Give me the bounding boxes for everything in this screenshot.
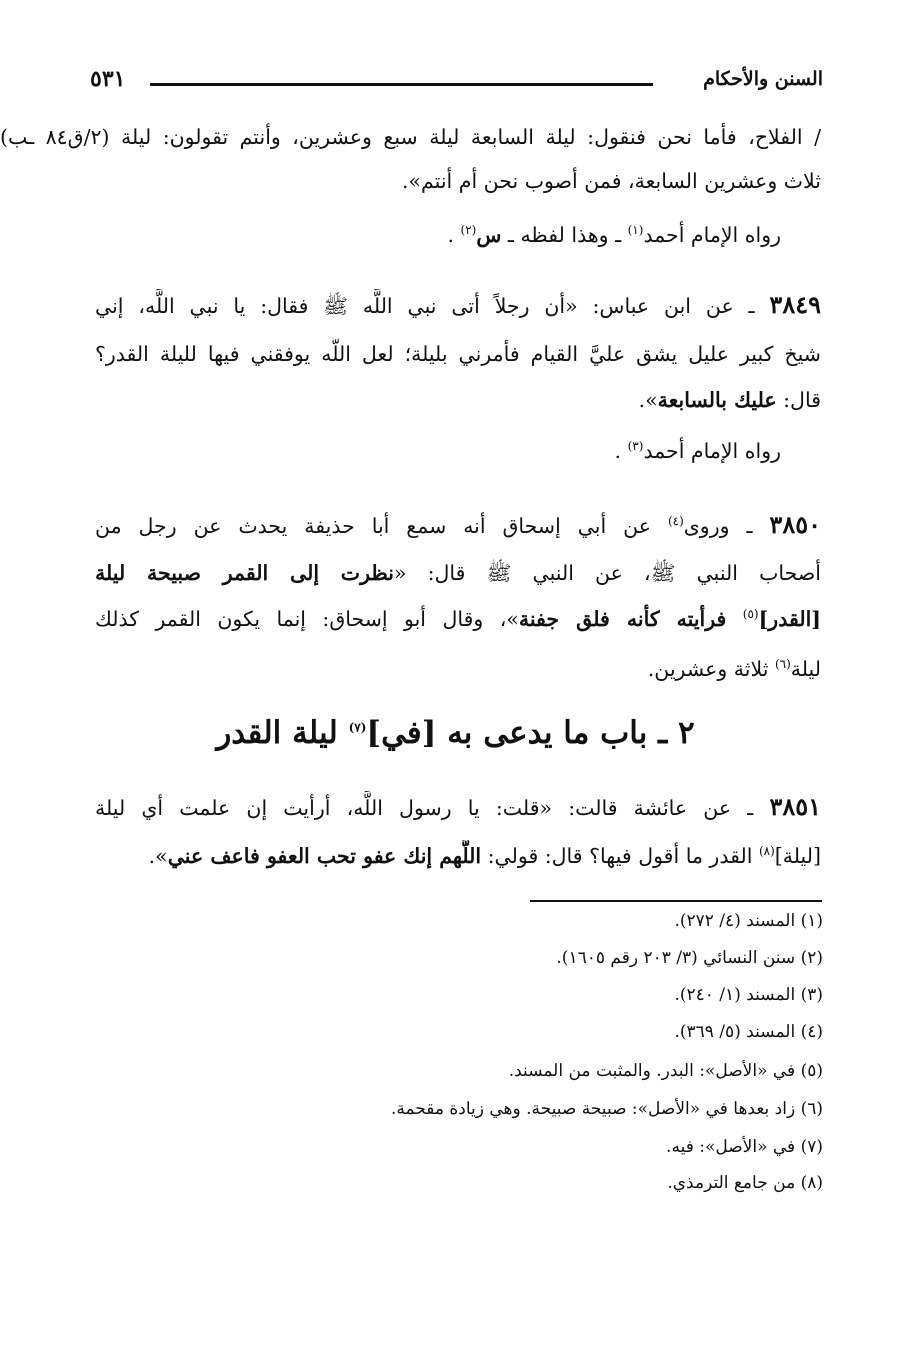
hadith-3850-bracket: [القدر]: [758, 607, 821, 631]
hadith-3850-line-1: [95, 509, 821, 542]
footnote-ref-7: (٧): [348, 720, 367, 735]
footnote-4: (٤) المسند (٥/ ٣٦٩).: [674, 1022, 823, 1042]
hadith-number-3850: ٣٨٥٠: [769, 510, 821, 539]
footnote-ref-4: (٤): [667, 514, 684, 529]
footnote-2: (٢) سنن النسائي (٣/ ٢٠٣ رقم ١٦٠٥).: [556, 948, 823, 968]
hadith-3849-line-3: [95, 384, 821, 416]
footnote-3: (٣) المسند (١/ ٢٤٠).: [674, 985, 823, 1005]
continued-line-1: [0, 121, 821, 153]
footnote-1: (١) المسند (٤/ ٢٧٢).: [674, 911, 823, 931]
hadith-3850-saying-2: فرأيته كأنه فلق جفنة: [518, 607, 727, 631]
hadith-3850-line-2: [95, 557, 821, 589]
hadith-3851-text-2b: القدر ما أقول فيها؟ قال: قولي:: [487, 844, 753, 868]
continued-line-2: ثلاث وعشرين السابعة، فمن أصوب نحن أم أنتم».: [401, 169, 821, 193]
footnote-7: (٧) في «الأصل»: فيه.: [666, 1137, 823, 1157]
page-number: ٥٣١: [90, 66, 126, 92]
hadith-3849-saying: عليك بالسابعة: [657, 388, 777, 412]
chapter-title-a: ٢ ـ باب ما يدعى به [في]: [366, 715, 695, 751]
footnote-ref-6: (٦): [774, 657, 791, 672]
hadith-3849-line-2: شيخ كبير عليل يشق عليَّ القيام فأمرني بليلة؛ لعل اللَّه يوفقني فيها لليلة القدر؟: [95, 342, 821, 366]
footnote-ref-2: (٢): [460, 223, 477, 238]
hadith-3850-text-4b: ثلاثة وعشرين.: [647, 657, 769, 681]
hadith-3850-line-4: [95, 653, 821, 685]
source-note: ـ وهذا لفظه ـ: [507, 223, 622, 247]
running-title: السنن والأحكام: [703, 68, 823, 90]
footnote-ref-8: (٨): [758, 844, 775, 859]
chapter-title-b: ليلة القدر: [216, 715, 338, 751]
source-abbrev: س: [476, 223, 502, 247]
hadith-3851-close: ».: [148, 844, 168, 868]
chapter-heading: [0, 708, 911, 758]
hadith-3851-saying: اللَّهم إنك عفو تحب العفو فاعف عني: [167, 844, 482, 868]
hadith-3850-text-3c: »، وقال أبو إسحاق: إنما يكون القمر كذلك: [95, 607, 519, 631]
hadith-3849-line-1: [95, 289, 821, 322]
margin-note: (٢/ق٨٤ ـب): [0, 125, 110, 149]
hadith-3850-text-4a: ليلة: [790, 657, 821, 681]
hadith-3850-text-2a: أصحاب النبي ﷺ، عن النبي ﷺ قال: «: [393, 561, 821, 585]
source-text: رواه الإمام أحمد: [643, 223, 781, 247]
hadith-3849-text-1: ـ عن ابن عباس: «أن رجلاً أتى نبي اللَّه ﷺ فقال: يا نبي اللَّه، إني: [95, 294, 755, 318]
source-end: .: [447, 223, 454, 247]
hadith-3851-line-2: [95, 840, 821, 872]
hadith-3851-text-1: ـ عن عائشة قالت: «قلت: يا رسول اللَّه، أرأيت إن علمت أي ليلة: [95, 796, 754, 820]
hadith-3850-text-1a: ـ وروى: [683, 514, 753, 538]
hadith-number-3849: ٣٨٤٩: [769, 290, 821, 319]
hadith-3851-bracket: [ليلة]: [774, 844, 821, 868]
hadith-number-3851: ٣٨٥١: [769, 792, 821, 821]
hadith-3850-line-3: [95, 603, 821, 635]
footnote-ref-1: (١): [627, 223, 644, 238]
footnote-separator: [530, 900, 822, 902]
page-header: [90, 64, 823, 104]
footnote-ref-5: (٥): [742, 607, 759, 622]
source-end: .: [614, 439, 622, 463]
hadith-3850-saying-1: نظرت إلى القمر صبيحة ليلة: [95, 561, 394, 585]
footnote-8: (٨) من جامع الترمذي.: [667, 1173, 823, 1193]
continued-source: [95, 219, 781, 251]
hadith-3849-close: ».: [638, 388, 658, 412]
hadith-3850-text-1b: عن أبي إسحاق أنه سمع أبا حذيفة يحدث عن رجل من: [95, 514, 651, 538]
continued-text-1: / الفلاح، فأما نحن فنقول: ليلة السابعة ليلة سبع وعشرين، وأنتم تقولون: ليلة: [121, 125, 821, 149]
header-rule: [150, 83, 653, 86]
hadith-3849-source: [95, 435, 781, 467]
hadith-3851-line-1: [95, 791, 821, 824]
footnote-5: (٥) في «الأصل»: البدر. والمثبت من المسند.: [508, 1061, 823, 1081]
footnote-6: (٦) زاد بعدها في «الأصل»: صبيحة صبيحة. وهي زيادة مقحمة.: [390, 1099, 823, 1119]
footnote-ref-3: (٣): [627, 439, 644, 454]
hadith-3849-qala: قال:: [783, 388, 821, 412]
source-text: رواه الإمام أحمد: [643, 439, 781, 463]
